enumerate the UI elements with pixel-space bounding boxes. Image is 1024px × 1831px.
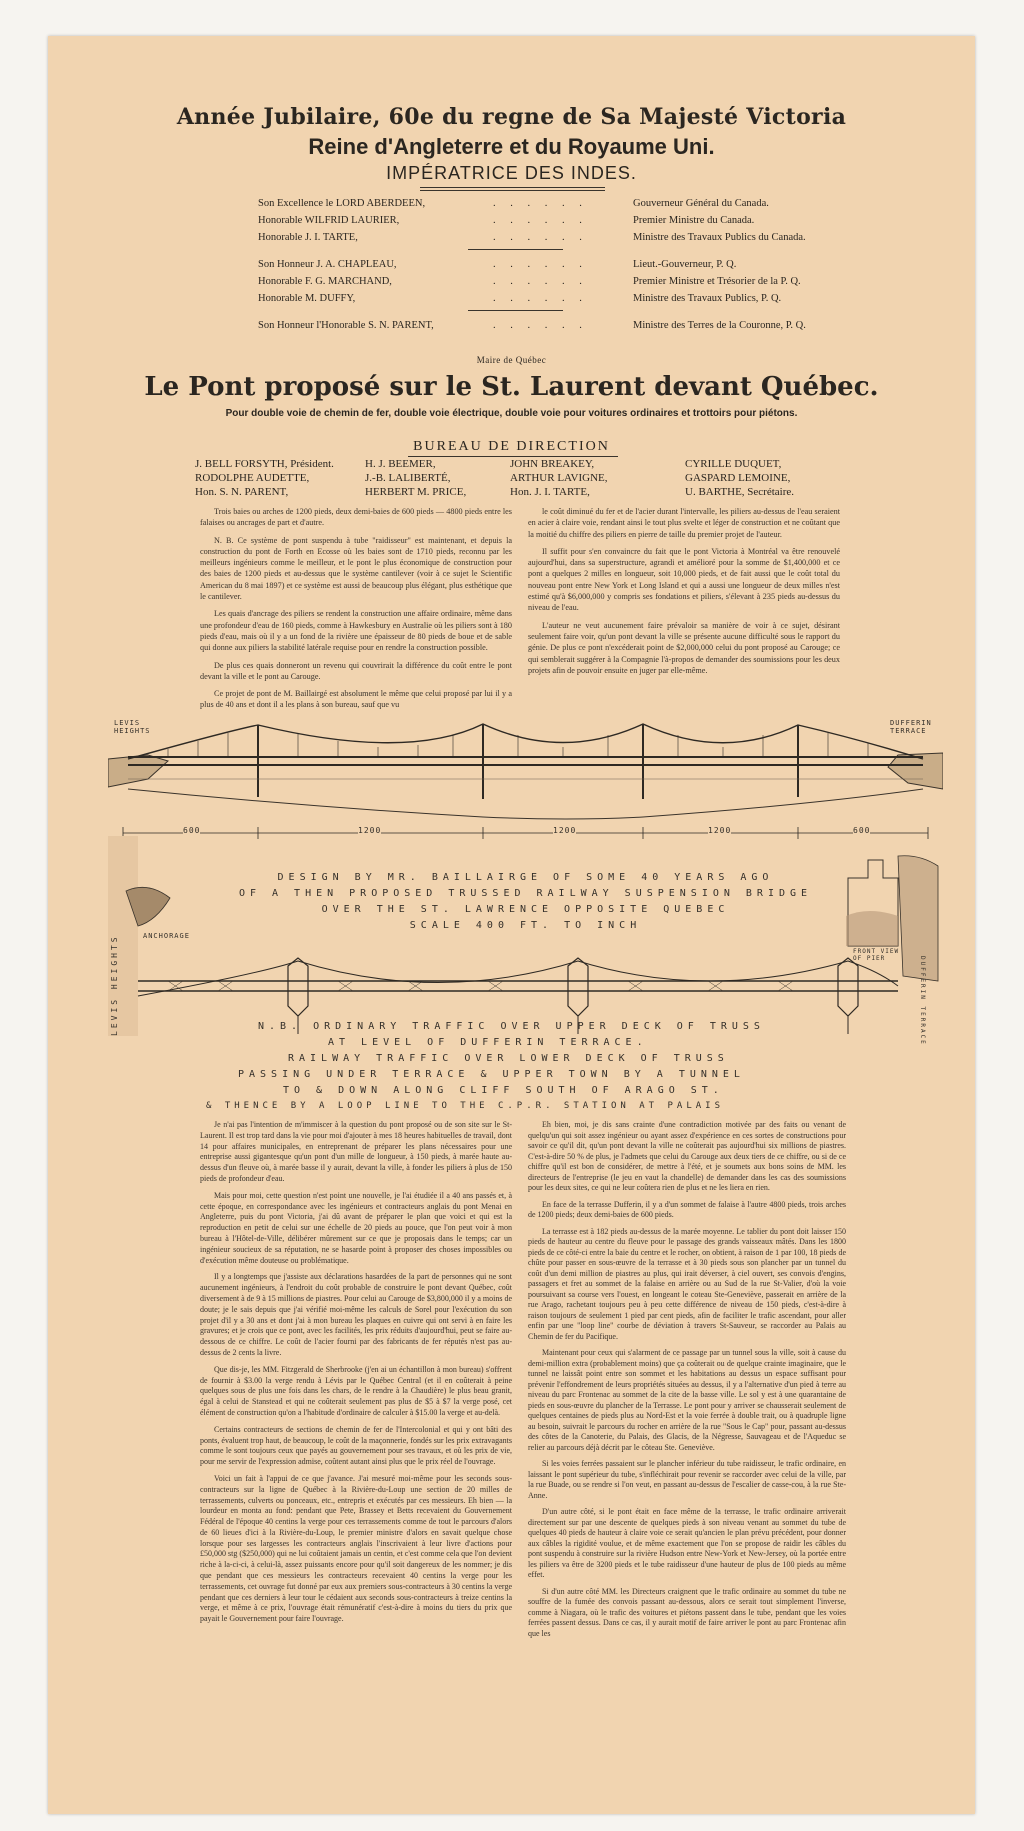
traffic-note-line: N.B. ORDINARY TRAFFIC OVER UPPER DECK OF TRUSS (258, 1021, 765, 1032)
design-svg (108, 836, 943, 1036)
paragraph: Il suffit pour s'en convaincre du fait que le pont Victoria à Montréal va être renouvelé aujourd'hui, dans sa superstructure, agrandi et amélioré pour la somme de $1,400,000 et ce pont a quelques 2 milles en longueur, soit 10,000 pieds, et de fait aussi que le coût total du nouveau pont entre New York et Long Island et qui a aussi une longueur de deux milles n'est estimé qu'à $6,000,000 y compris ses fondations et piliers, s'élevant à 235 pieds au-dessus du niveau de l'eau. (528, 546, 840, 613)
board-column (365, 457, 466, 499)
paragraph: En face de la terrasse Dufferin, il y a d'un sommet de falaise à l'autre 4800 pieds, trois arches de 1200 pieds; deux demi-baies de 600 pieds. (528, 1199, 846, 1219)
paragraph: Si les voies ferrées passaient sur le plancher inférieur du tube raidisseur, le trafic ordinaire, en laissant le pont supérieur du tube, s'infléchirait pour revenir se raccorder avec celui de la ville, par la rue Buade, ou se rendre si l'on veut, en passant au-dessus de l'escalier de casse-cou, à la rue Ste-Anne. (528, 1459, 846, 1500)
traffic-note-line: & THENCE BY A LOOP LINE TO THE C.P.R. STATION AT PALAIS (206, 1101, 725, 1111)
text-column-top-right (528, 506, 840, 682)
leader-dots: . . . . . . (493, 320, 588, 331)
bureau-title: BUREAU DE DIRECTION (413, 439, 610, 454)
bridge-title: Le Pont proposé sur le St. Laurent devant Québec. (144, 372, 879, 402)
board-member: HERBERT M. PRICE, (365, 486, 467, 498)
broadside-sheet (48, 36, 975, 1814)
design-caption-line: OF A THEN PROPOSED TRUSSED RAILWAY SUSPENSION BRIDGE (238, 888, 813, 899)
bridge-elevation-svg (108, 719, 943, 841)
leader-dots: . . . . . . (493, 276, 588, 287)
paragraph: le coût diminué du fer et de l'acier durant l'intervalle, les piliers au-dessus de l'eau seraient en acier à claire voie, rendant ainsi le tout plus svelte et léger de construction et ne coûtant que la moitié du chiffre des piliers en pierre de taille du premier projet de l'auteur. (528, 507, 840, 539)
label-levis-heights-vertical: LEVIS HEIGHTS (110, 934, 119, 1036)
board-member: Hon. S. N. PARENT, (195, 486, 289, 498)
official-row (258, 232, 898, 246)
official-name: Honorable J. I. TARTE, (258, 232, 358, 243)
official-title: Ministre des Travaux Publics du Canada. (633, 232, 806, 243)
official-title: Gouverneur Général du Canada. (633, 198, 769, 209)
design-caption-line: OVER THE ST. LAWRENCE OPPOSITE QUEBEC (321, 904, 730, 915)
baillairge-design-drawing (108, 836, 943, 1106)
paragraph: Que dis-je, les MM. Fitzgerald de Sherbrooke (j'en ai un échantillon à mon bureau) s'offrent de fournir à $3.00 la verge rendu à Lévis par le Québec Central (et il en coûterait à peine quelques sous de plus une fois dans les chars, de le rendre à la Chaudière) le plus beau granit, égal à celui de Stanstead et qui ne coûterait seulement pas plus de $5 à $7 la verge posé, cet élément de construction qu'on a l'habitude d'ordinaire de calculer à $15.00 la verge et au-delà. (200, 1364, 512, 1417)
board-member: RODOLPHE AUDETTE, (195, 472, 310, 484)
paragraph: Les quais d'ancrage des piliers se rendent la construction une affaire ordinaire, même dans une profondeur d'eau de 160 pieds, comme à Hawkesbury en Australie où les piliers sont à 180 pieds d'eau, mais où il y a un fond de la rivière une épaisseur de 80 pieds de boue et de sable qui donne aux piliers la stabilité latérale requise pour en rendre la construction possible. (200, 609, 512, 653)
official-row (258, 215, 898, 229)
board-column (195, 457, 334, 499)
paragraph: Certains contracteurs de sections de chemin de fer de l'Intercolonial et qui y ont bâti des ponts, évaluent trop haut, de beaucoup, le coût de la maçonnerie, fondés sur les prix extravagants comme le sont toujours ceux que payés au gouvernement pour ses travaux, et où les prix de vie, pour me servir de l'expression admise, coûtent autant ainsi plus que le prix réel de l'ouvrage. (200, 1424, 512, 1467)
traffic-note-line: AT LEVEL OF DUFFERIN TERRACE. (328, 1037, 648, 1048)
official-row (258, 259, 898, 273)
traffic-note-line: PASSING UNDER TERRACE & UPPER TOWN BY A TUNNEL (238, 1069, 745, 1080)
paragraph: Voici un fait à l'appui de ce que j'avance. J'ai mesuré moi-même pour les seconds sous-contracteurs sur la ligne de Québec à la Rivière-du-Loup une section de 20 milles de terrassements, culverts ou ponceaux, etc., entrepris et exécutés par ces messieurs. Eh bien — la lourdeur en monta au fond: pendant que Pete, Brassey et Betts recevaient du Gouvernement Fédéral de l'époque 40 centins la verge pour ces terrassements comme de tout le parcours d'alors de 60 lieues d'ici à la Rivière-du-Loup, le premier ministre d'alors en savait quelque chose lorsque pour ses largesses les contracteurs anglais l'inscrivaient à leur livre d'actions pour £50,000 stg ($250,000) qui ne lui coûtaient jamais un centin, et c'est comme cela que l'on devient riche à la-ci-ci, à celui-là, assez puissants encore pour qu'il soit dangereux de les nommer; je dis que pendant que ces messieurs les contracteurs recevaient 40 centins la verge pour les terrassements, cet ouvrage fut donné par eux aux premiers sous-contracteurs à 30 centins la verge pendant que ces derniers à leur tour le cédaient aux seconds sous-contracteurs à treize centins la verge, et même à ce prix, l'ouvrage était rémunératif c'est-à-dire à moins du tiers du prix que payait le Gouvernement pour faire l'ouvrage. (200, 1473, 512, 1624)
paragraph: D'un autre côté, si le pont était en face même de la terrasse, le trafic ordinaire arriverait directement sur par une descente de quelques pieds à son niveau venant au sommet du tube de quelques 40 pieds de hauteur à claire voie ce serait qu'ancien le plan prévu précédent, pour donner aux câbles la rigidité voulue, et de même exactement que l'on se propose de raidir les câbles du pont suspendu à construire sur la rivière Hudson entre New-York et New-Jersey, où la portée entre les piliers va être de 3200 pieds et le tube raidisseur d'une hauteur de plus de 100 pieds au même effet. (528, 1507, 846, 1579)
text-column-bottom-right (528, 1120, 846, 1645)
dimension-label: 1200 (553, 826, 577, 835)
board-member: H. J. BEEMER, (365, 458, 436, 470)
leader-dots: . . . . . . (493, 215, 588, 226)
label-front-view-of-pier: FRONT VIEW OF PIER (853, 948, 900, 962)
dimension-label: 1200 (358, 826, 382, 835)
paragraph: Eh bien, moi, je dis sans crainte d'une contradiction motivée par des faits ou venant de quelqu'un qui soit assez ingénieur ou ayant assez d'expérience en ces sortes de constructions pour savoir ce qu'il dit, qu'un pont devant la ville ne coûterait pas aujourd'hui six millions de piastres. C'est-à-dire 50 % de plus, je l'admets que celui du Carouge aux deux tiers de ce chiffre, ou si de ce chiffre qu'il est bon de considérer, de mettre à l'été, et je soumets aux bons soins de MM. les directeurs de l'entreprise (le jeu en vaut la chandelle) de demander dans les cas des soumissions pour les deux sites, ce qui ne leur coûtera rien de plus et ne les liera en rien. (528, 1120, 846, 1192)
label-levis-heights: LEVIS HEIGHTS (114, 719, 151, 735)
leader-dots: . . . . . . (493, 232, 588, 243)
label-dufferin-terrace-vertical: DUFFERIN TERRACE (919, 956, 926, 1046)
dimension-label: 600 (853, 826, 871, 835)
header-line-1: Année Jubilaire, 60e du regne de Sa Majesté Victoria (176, 104, 847, 130)
text-column-bottom-left (200, 1120, 512, 1631)
official-name: Son Excellence le LORD ABERDEEN, (258, 198, 426, 209)
paragraph: L'auteur ne veut aucunement faire prévaloir sa manière de voir à ce sujet, désirant seulement faire voir, qu'un pont devant la ville se présente aucune difficulté sous le rapport du génie. De plus ce pont n'excéderait point de $2,000,000 celui du pont proposé au Carouge; ce qui semblerait suggérer à la Compagnie l'à-propos de demander des soumissions pour les deux projets afin de pouvoir ensuite en juger par elle-même. (528, 620, 840, 675)
board-column (510, 457, 608, 499)
leader-dots: . . . . . . (493, 259, 588, 270)
design-caption-line: SCALE 400 FT. TO INCH (409, 920, 642, 931)
divider (468, 249, 563, 250)
official-name: Honorable WILFRID LAURIER, (258, 215, 400, 226)
header-rule (420, 187, 605, 188)
official-title: Premier Ministre du Canada. (633, 215, 755, 226)
label-anchorage: ANCHORAGE (143, 932, 190, 940)
leader-dots: . . . . . . (493, 293, 588, 304)
text-column-top-left (200, 506, 512, 717)
bridge-subtitle: Pour double voie de chemin de fer, double voie électrique, double voie pour voitures ordinaires et trottoirs pour piétons. (225, 408, 798, 419)
board-member: CYRILLE DUQUET, (685, 458, 782, 470)
bridge-elevation-drawing (108, 719, 943, 841)
board-member: GASPARD LEMOINE, (685, 472, 791, 484)
official-name: Honorable F. G. MARCHAND, (258, 276, 392, 287)
divider (468, 310, 563, 311)
official-name: Son Honneur J. A. CHAPLEAU, (258, 259, 397, 270)
board-member: ARTHUR LAVIGNE, (510, 472, 608, 484)
design-caption-line: DESIGN BY MR. BAILLAIRGE OF SOME 40 YEARS AGO (277, 872, 774, 883)
board-member: Hon. J. I. TARTE, (510, 486, 590, 498)
label-dufferin-terrace: DUFFERIN TERRACE (890, 719, 932, 735)
official-row (258, 293, 898, 307)
official-title: Ministre des Terres de la Couronne, P. Q. (633, 320, 806, 331)
board-member: J.-B. LALIBERTÉ, (365, 472, 451, 484)
paragraph: De plus ces quais donneront un revenu qui couvrirait la différence du coût entre le pont devant la ville et le pont au Carouge. (200, 660, 512, 681)
paragraph: La terrasse est à 182 pieds au-dessus de la marée moyenne. Le tablier du pont doit laisser 150 pieds de hauteur au centre du fleuve pour le passage des grands vaisseaux mâtés. Dans les 1800 pieds de ce côté-ci entre la baie du centre et le rocher, on obtient, à raison de 1 par 100, 18 pieds de chûte pour passer en sous-œuvre de la terrasse et à 30 pieds sous son plancher par un tunnel du coût d'un demi million de piastres au plus, qui irait déverser, à ciel ouvert, ses convois d'engins, passagers et fret au sommet de la falaise en arrière ou au Sud de la rue St-Valier, d'où la voie poursuivant sa course vers l'ouest, en longeant le coteau Ste-Geneviève, passerait en arrière de la rue Arago, rachetant toujours peu à peu cette différence de niveau de 150 pieds, c'est-à-dire à raison toujours de seulement 1 pied par cent pieds, afin de faciliter le trafic ascendant, pour aller enfin par une "loop line" courbe de déviation à travers St-Sauveur, se raccorder au Palais au Chemin de fer du Pacifique. (528, 1226, 846, 1341)
board-column (685, 457, 794, 499)
official-title: Lieut.-Gouverneur, P. Q. (633, 259, 737, 270)
maire-caption: Maire de Québec (476, 355, 547, 365)
header-line-2: Reine d'Angleterre et du Royaume Uni. (308, 134, 715, 159)
traffic-note-line: RAILWAY TRAFFIC OVER LOWER DECK OF TRUSS (288, 1053, 729, 1064)
header-rule-2 (420, 190, 605, 191)
official-name: Son Honneur l'Honorable S. N. PARENT, (258, 320, 434, 331)
paragraph: N. B. Ce système de pont suspendu à tube "raidisseur" est maintenant, et depuis la construction du pont de Forth en Ecosse où les baies sont de 1710 pieds, reconnu par les meilleurs ingénieurs comme le meilleur, et le pont le plus économique de construction pour des baies de 1200 pieds et au-dessus que le système cantilever (voir à ce sujet le Scientific American du 8 mai 1897) et ce système est aussi de beaucoup plus élégant, plus esthétique que le cantilever. (200, 535, 512, 602)
header-line-3: IMPÉRATRICE DES INDES. (386, 163, 637, 183)
paragraph: Si d'un autre côté MM. les Directeurs craignent que le trafic ordinaire au sommet du tube ne souffre de la fumée des convois passant au-dessous, alors ce serait tout simplement l'inverse, comme à Niagara, où le trafic des voitures et piétons passent dans le tube, pendant que les voies ferrées passent dessus. Dans ce cas, il y aurait motif de faire arriver le pont au parc Frontenac afin que les (528, 1586, 846, 1638)
official-row (258, 320, 898, 334)
official-title: Ministre des Travaux Publics, P. Q. (633, 293, 782, 304)
paragraph: Je n'ai pas l'intention de m'immiscer à la question du pont proposé ou de son site sur le St-Laurent. Il est trop tard dans la vie pour moi d'ajouter à mes 18 heures habituelles de travail, dont 14 pour affaires municipales, en entreprenant de préparer les plans nécessaires pour une entreprise aussi gigantesque qu'un pont d'un mille de longueur, à 150 pieds, à marée haute au-dessus d'un fleuve où, à marée basse il y aurait, devant la ville, à fonder les piliers à plus de 150 pieds de profondeur d'eau. (200, 1120, 512, 1183)
paragraph: Ce projet de pont de M. Baillairgé est absolument le même que celui proposé par lui il y a plus de 40 ans et dont il a les plans à son bureau, sauf que vu (200, 689, 512, 710)
dimension-label: 600 (183, 826, 201, 835)
paragraph: Trois baies ou arches de 1200 pieds, deux demi-baies de 600 pieds — 4800 pieds entre les falaises ou ancrages de part et d'autre. (200, 507, 512, 528)
traffic-note-line: TO & DOWN ALONG CLIFF SOUTH OF ARAGO ST. (283, 1085, 724, 1096)
board-member: JOHN BREAKEY, (510, 458, 595, 470)
official-row (258, 198, 898, 212)
board-member: U. BARTHE, Secrétaire. (685, 486, 795, 498)
official-name: Honorable M. DUFFY, (258, 293, 356, 304)
official-title: Premier Ministre et Trésorier de la P. Q. (633, 276, 801, 287)
paragraph: Maintenant pour ceux qui s'alarment de ce passage par un tunnel sous la ville, soit à cause du demi-million extra (probablement moins) que ça coûterait ou de quelque crainte imaginaire, que le tunnel ne laissât point entre son sommet et les habitations au dessus un espace suffisant pour prévenir l'effondrement de leurs propriétés situées au dessus, il y a l'alternative d'un pied à terre au niveau du parc Frontenac au sommet de la cite de la basse ville. Le sol y est à une quarantaine de pieds en sous-œuvre du plancher de la Terrasse. Le pont pour y arriver se chausserait seulement de quelques centaines de pieds plus au Nord-Est et la voie ferrée à double trait, ou à quadruple ligne au besoin, suivrait le parcours du rocher en arrière de la rue "Sous le Cap" pour, passant au-dessus des côtes de la Canoterie, du Palais, des Glacis, de la Négresse, Sauvageau et de l'Aqueduc se relier au parcours déjà décrit par le côteau Ste. Geneviève. (528, 1348, 846, 1452)
leader-dots: . . . . . . (493, 198, 588, 209)
dimension-label: 1200 (708, 826, 732, 835)
paragraph: Mais pour moi, cette question n'est point une nouvelle, je l'ai étudiée il a 40 ans passés et, à cette époque, en correspondance avec les ingénieurs et contracteurs anglais du pont Menai en Angleterre, puis du pont Victoria, j'ai dû avant de préparer le plan que voici et qui est la reproduction en petit de celui sur une échelle de 20 pieds au pouce, que l'on peut voir à mon bureau à l'Hôtel-de-Ville, délibérer mûrement sur ce que je proposais dans le temps; car un ingénieur soucieux de sa réputation, ne se hasarde point à proposer des choses impossibles ou d'exécution même douteuse ou problématique. (200, 1190, 512, 1265)
board-member: J. BELL FORSYTH, Président. (195, 458, 334, 470)
official-row (258, 276, 898, 290)
paragraph: Il y a longtemps que j'assiste aux déclarations hasardées de la part de personnes qui ne sont aucunement ingénieurs, à l'endroit du coût probable de construire le pont devant Québec, coût diversement à de 9 à 15 millions de piastres. Pour celui au Carouge de $3,800,000 il y a moins de doute; je le sais depuis que j'ai vérifié moi-même les calculs de Sorel pour l'exécution du son projet d'il y a 30 ans et dont j'ai à mon bureau les plaques en cuivre qui ont servi à en faire les gravures; et je crois que ce pont, avec les facilités, les prix réduits d'aujourd'hui, peut se faire au-dessous de ce chiffre. Le coût de l'acier fourni par des fabricants de fer réputés n'est pas au-dessus de 2 cents la livre. (200, 1272, 512, 1357)
